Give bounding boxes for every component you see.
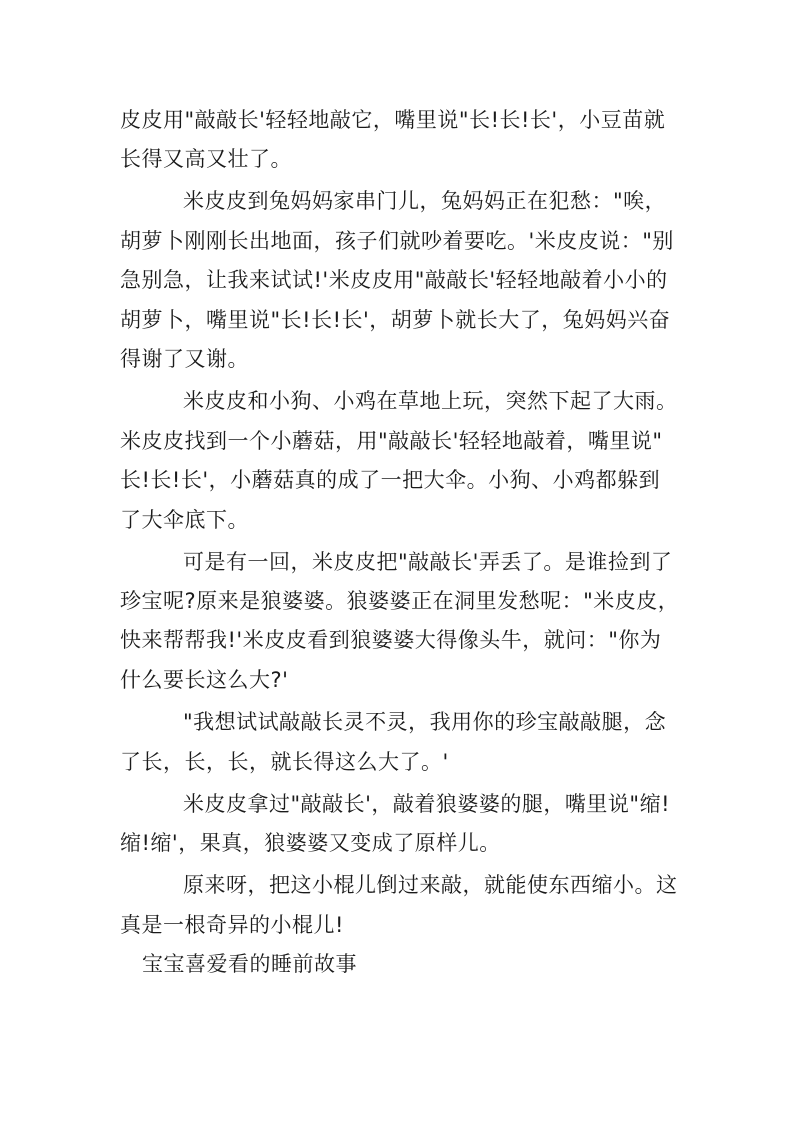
paragraph-start: 原来呀，把这小棍儿倒过来敲，就能使东西缩小。这 [183, 873, 678, 897]
text-line: 米皮皮找到一个小蘑菇，用"敲敲长'轻轻地敲着，嘴里说" [120, 429, 663, 453]
text-line: 长!长!长'，小蘑菇真的成了一把大伞。小狗、小鸡都躲到 [120, 468, 661, 492]
paragraph-start: 米皮皮到兔妈妈家串门儿，兔妈妈正在犯愁："唉， [183, 189, 667, 213]
text-line: 得谢了又谢。 [120, 347, 249, 371]
text-line: 快来帮帮我!'米皮皮看到狼婆婆大得像头牛，就问："你为 [120, 628, 662, 652]
text-line: 胡萝卜，嘴里说"长!长!长'，胡萝卜就长大了，兔妈妈兴奋 [120, 308, 671, 332]
paragraph-start: 米皮皮和小狗、小鸡在草地上玩，突然下起了大雨。 [183, 389, 678, 413]
text-line: 长得又高又壮了。 [120, 147, 292, 171]
text-line: 珍宝呢?原来是狼婆婆。狼婆婆正在洞里发愁呢："米皮皮， [120, 589, 680, 613]
paragraph-start: "我想试试敲敲长灵不灵，我用你的珍宝敲敲腿，念 [183, 710, 667, 734]
footer-title: 宝宝喜爱看的睡前故事 [142, 952, 357, 976]
text-line: 皮皮用"敲敲长'轻轻地敲它，嘴里说"长!长!长'，小豆苗就 [120, 108, 666, 132]
text-line: 胡萝卜刚刚长出地面，孩子们就吵着要吃。'米皮皮说："别 [120, 229, 674, 253]
text-line: 了大伞底下。 [120, 508, 249, 532]
text-line: 真是一根奇异的小棍儿! [120, 913, 344, 937]
text-line: 什么要长这么大?' [120, 668, 289, 692]
text-line: 了长，长，长，就长得这么大了。' [120, 750, 449, 774]
text-line: 急别急，让我来试试!'米皮皮用"敲敲长'轻轻地敲着小小的 [120, 268, 668, 292]
paragraph-start: 可是有一回，米皮皮把"敲敲长'弄丢了。是谁捡到了 [183, 550, 673, 574]
paragraph-start: 米皮皮拿过"敲敲长'，敲着狼婆婆的腿，嘴里说"缩! [183, 792, 671, 816]
text-line: 缩!缩'，果真，狼婆婆又变成了原样儿。 [120, 831, 501, 855]
